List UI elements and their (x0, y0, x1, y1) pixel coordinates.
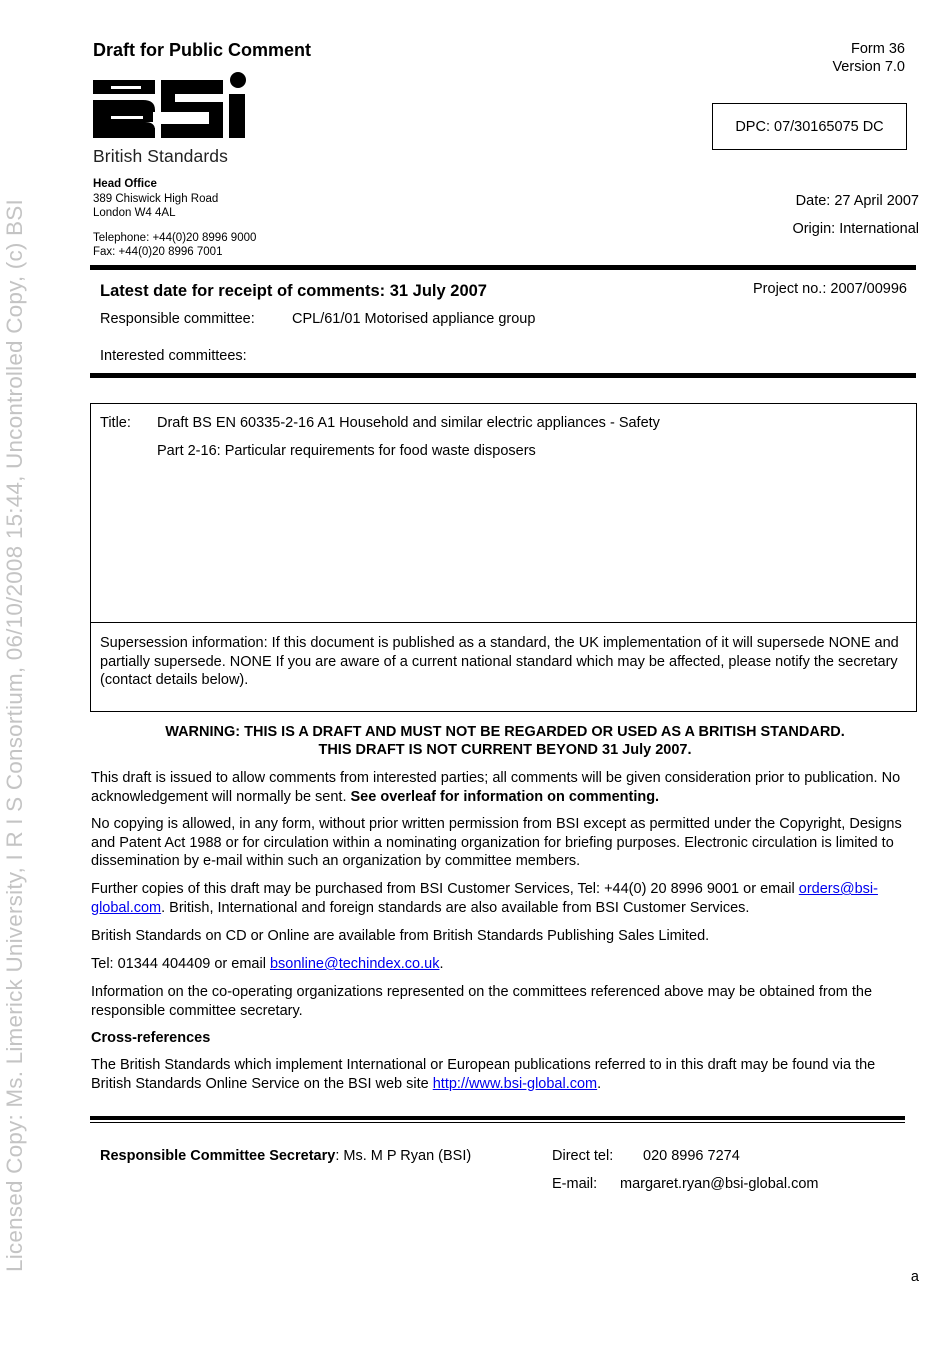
draft-title: Draft for Public Comment (93, 40, 312, 60)
direct-tel-label: Direct tel: (552, 1148, 614, 1164)
cross-references-heading: Cross-references (91, 1030, 211, 1046)
paragraph-tel: Tel: 01344 404409 or email bsonline@techindex.co.uk. (91, 956, 444, 972)
divider-rule (90, 265, 916, 270)
divider-rule-thin (90, 1122, 905, 1123)
watermark (0, 0, 30, 1345)
bsi-website-link[interactable]: http://www.bsi-global.com (432, 1075, 598, 1092)
title-label: Title: (100, 415, 131, 431)
head-office-heading: Head Office (93, 178, 157, 190)
warning-line-1: WARNING: THIS IS A DRAFT AND MUST NOT BE REGARDED OR USED AS A BRITISH STANDARD. (165, 724, 845, 740)
warning-line-2: THIS DRAFT IS NOT CURRENT BEYOND 31 July 2007. (318, 742, 692, 758)
address-line-2: London W4 4AL (93, 207, 176, 219)
paragraph-copyright: No copying is allowed, in any form, without prior written permission from BSI except as permitted under the Copyright, Designs and Patent Act 1988 or for circulation within a nominating organization for briefing purposes. Electronic circulation is limited to dissemination by e-mail within such an organization by committee members. (91, 816, 902, 869)
paragraph-issue: This draft is issued to allow comments from interested parties; all comments will be given consideration prior to publication. No acknowledgement will normally be sent. See overleaf for information on commenting. (91, 770, 901, 805)
committee-secretary (100, 1148, 471, 1164)
orders-email-link[interactable]: orders@bsi-global.com (91, 881, 878, 916)
supersession-info: Supersession information: If this document is published as a standard, the UK implementation of it will supersede NONE and partially supersede. NONE If you are aware of a current national standard which may be affected, please notify the secretary (contact details below). (100, 635, 899, 688)
responsible-committee (100, 311, 536, 327)
paragraph-further-copies: Further copies of this draft may be purchased from BSI Customer Services, Tel: +44(0) 20 8996 9001 or email orders@bsi-global.com. British, International and foreign standards are also available from BSI Customer Services. (91, 881, 878, 916)
paragraph-cooperating: Information on the co-operating organizations represented on the committees referenced above may be obtained from the responsible committee secretary. (91, 984, 873, 1019)
dpc-number: DPC: 07/30165075 DC (735, 118, 884, 135)
email-value: margaret.ryan@bsi-global.com (620, 1176, 819, 1192)
title-line-1: Draft BS EN 60335-2-16 A1 Household and similar electric appliances - Safety (157, 415, 660, 431)
form-version: Version 7.0 (832, 59, 905, 75)
divider-rule (90, 373, 916, 378)
project-number: Project no.: 2007/00996 (753, 281, 907, 297)
divider-rule (90, 1116, 905, 1120)
watermark-text: Licensed Copy: Ms. Limerick University, I R I S Consortium, 06/10/2008 15:44, Uncontrolled Copy, (c) BSI (2, 199, 27, 1272)
dpc-box (712, 103, 907, 150)
commenting-note: See overleaf for information on commenting. (350, 788, 660, 805)
form-info (832, 40, 905, 76)
logo-text: British Standards (93, 146, 228, 166)
direct-tel-value: 020 8996 7274 (643, 1148, 740, 1164)
title-box-divider (91, 622, 916, 623)
secretary-label: Responsible Committee Secretary (100, 1148, 336, 1164)
draft-warning (90, 723, 920, 759)
paragraph-cd-online: British Standards on CD or Online are available from British Standards Publishing Sales Limited. (91, 928, 710, 944)
email-label: E-mail: (552, 1176, 598, 1192)
office-telephone: Telephone: +44(0)20 8996 9000 (93, 231, 257, 244)
title-line-2: Part 2-16: Particular requirements for food waste disposers (157, 443, 536, 459)
origin: Origin: International (792, 221, 919, 237)
issue-date: Date: 27 April 2007 (795, 193, 919, 209)
form-number: Form 36 (851, 41, 905, 57)
responsible-committee-label: Responsible committee: (100, 311, 255, 327)
page-letter: a (910, 1269, 919, 1285)
bsonline-email-link[interactable]: bsonline@techindex.co.uk (269, 956, 440, 972)
paragraph-cross-references: The British Standards which implement International or European publications referred to in this draft may be found via the British Standards Online Service on the BSI web site http://www.bsi-global.com. (91, 1057, 876, 1092)
title-box (90, 403, 917, 712)
office-fax: Fax: +44(0)20 8996 7001 (93, 246, 223, 258)
responsible-committee-value: CPL/61/01 Motorised appliance group (292, 311, 536, 327)
address-line-1: 389 Chiswick High Road (93, 192, 219, 205)
latest-comment-date: Latest date for receipt of comments: 31 July 2007 (100, 282, 487, 300)
interested-committees: Interested committees: (100, 348, 247, 364)
secretary-name: : Ms. M P Ryan (BSI) (335, 1148, 472, 1164)
head-office (93, 177, 256, 260)
